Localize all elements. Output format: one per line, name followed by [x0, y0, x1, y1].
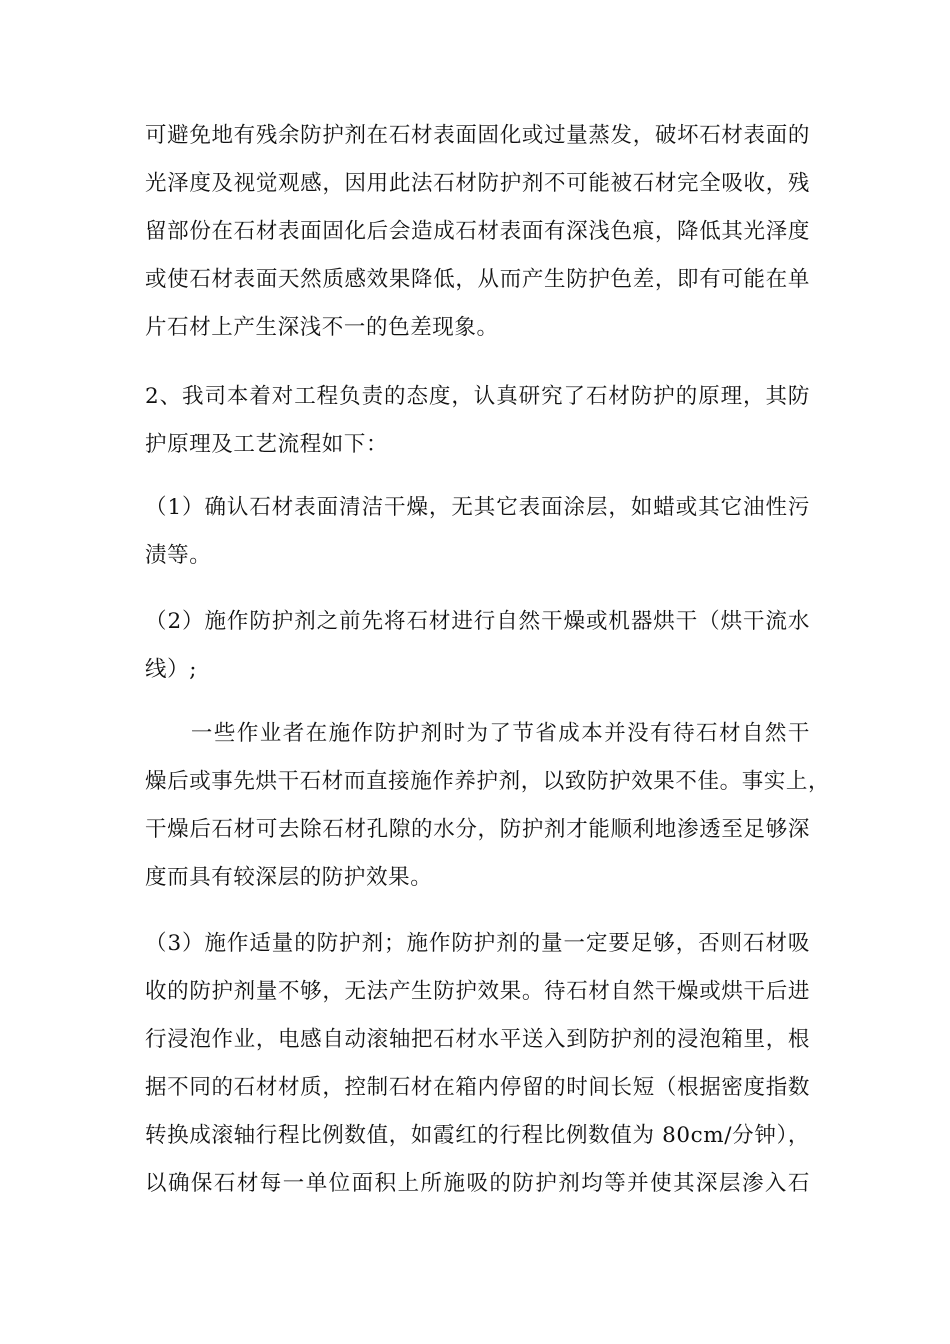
text-line: 光泽度及视觉观感，因用此法石材防护剂不可能被石材完全吸收，残 — [145, 171, 810, 196]
text-line: 或使石材表面天然质感效果降低，从而产生防护色差，即有可能在单 — [145, 267, 810, 292]
text-line: 2、我司本着对工程负责的态度，认真研究了石材防护的原理，其防 — [145, 384, 810, 409]
paragraph-residue-description — [145, 112, 810, 352]
text-line: （3）施作适量的防护剂；施作防护剂的量一定要足够，否则石材吸 — [145, 931, 810, 956]
text-line: 一些作业者在施作防护剂时为了节省成本并没有待石材自然干 — [145, 721, 810, 746]
text-line: 燥后或事先烘干石材而直接施作养护剂，以致防护效果不佳。事实上， — [145, 769, 831, 794]
text-line: 线）; — [145, 657, 198, 682]
text-line: 收的防护剂量不够，无法产生防护效果。待石材自然干燥或烘干后进 — [145, 979, 810, 1004]
paragraph-step-2 — [145, 598, 810, 694]
text-line: 干燥后石材可去除石材孔隙的水分，防护剂才能顺利地渗透至足够深 — [145, 817, 810, 842]
text-line: 据不同的石材材质，控制石材在箱内停留的时间长短（根据密度指数 — [145, 1075, 810, 1100]
paragraph-drying-note — [145, 710, 831, 902]
text-line: （1）确认石材表面清洁干燥，无其它表面涂层，如蜡或其它油性污 — [145, 495, 810, 520]
text-line: 行浸泡作业，电感自动滚轴把石材水平送入到防护剂的浸泡箱里，根 — [145, 1027, 810, 1052]
text-line: 以确保石材每一单位面积上所施吸的防护剂均等并使其深层渗入石 — [145, 1171, 810, 1196]
paragraph-step-3 — [145, 920, 810, 1208]
text-line: 转换成滚轴行程比例数值，如霞红的行程比例数值为 80cm/分钟）， — [145, 1123, 810, 1148]
text-line: 可避免地有残余防护剂在石材表面固化或过量蒸发，破坏石材表面的 — [145, 123, 810, 148]
paragraph-section-2 — [145, 373, 810, 469]
text-line: （2）施作防护剂之前先将石材进行自然干燥或机器烘干（烘干流水 — [145, 609, 810, 634]
text-line: 留部份在石材表面固化后会造成石材表面有深浅色痕，降低其光泽度 — [145, 219, 810, 244]
text-line: 片石材上产生深浅不一的色差现象。 — [145, 315, 499, 340]
text-line: 渍等。 — [145, 543, 212, 568]
text-line: 度而具有较深层的防护效果。 — [145, 865, 433, 890]
paragraph-step-1 — [145, 484, 810, 580]
text-line: 护原理及工艺流程如下： — [145, 432, 389, 457]
